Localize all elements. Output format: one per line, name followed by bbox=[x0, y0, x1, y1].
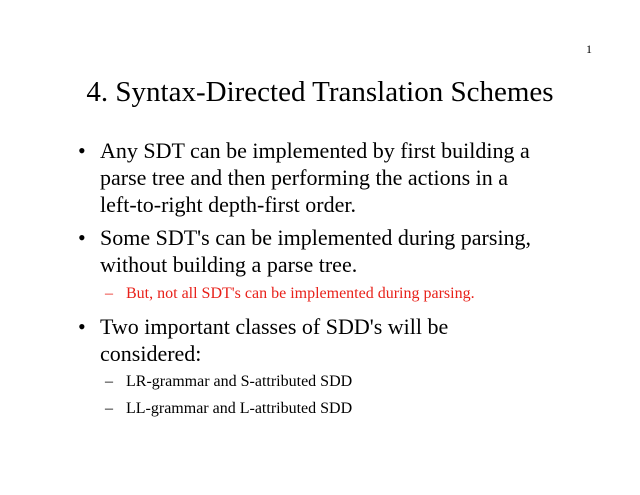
sub-bullet-marker: – bbox=[105, 285, 113, 302]
page-number: 1 bbox=[586, 42, 592, 56]
bullet-line: parse tree and then performing the actions in a bbox=[100, 165, 509, 190]
bullet-line: left-to-right depth-first order. bbox=[100, 192, 356, 217]
sub-bullet-text: LL-grammar and L-attributed SDD bbox=[126, 400, 353, 417]
sub-bullet-marker: – bbox=[105, 400, 113, 417]
bullet-line: Any SDT can be implemented by first building a bbox=[100, 138, 530, 163]
bullet-marker: • bbox=[78, 314, 86, 339]
bullet-marker: • bbox=[78, 138, 86, 163]
bullet-marker: • bbox=[78, 225, 86, 250]
bullet-text bbox=[100, 137, 558, 218]
bullet-text bbox=[100, 224, 558, 278]
bullet-text bbox=[100, 313, 558, 367]
bullet-line: without building a parse tree. bbox=[100, 252, 358, 277]
bullet-line: considered: bbox=[100, 341, 202, 366]
bullet-line: Two important classes of SDD's will be bbox=[100, 314, 449, 339]
sub-bullet-text-highlight: But, not all SDT's can be implemented during parsing. bbox=[126, 285, 475, 302]
bullet-line: Some SDT's can be implemented during parsing, bbox=[100, 225, 532, 250]
slide-title: 4. Syntax-Directed Translation Schemes bbox=[86, 76, 554, 108]
sub-bullet-text: LR-grammar and S-attributed SDD bbox=[126, 373, 353, 390]
sub-bullet-marker: – bbox=[105, 373, 113, 390]
